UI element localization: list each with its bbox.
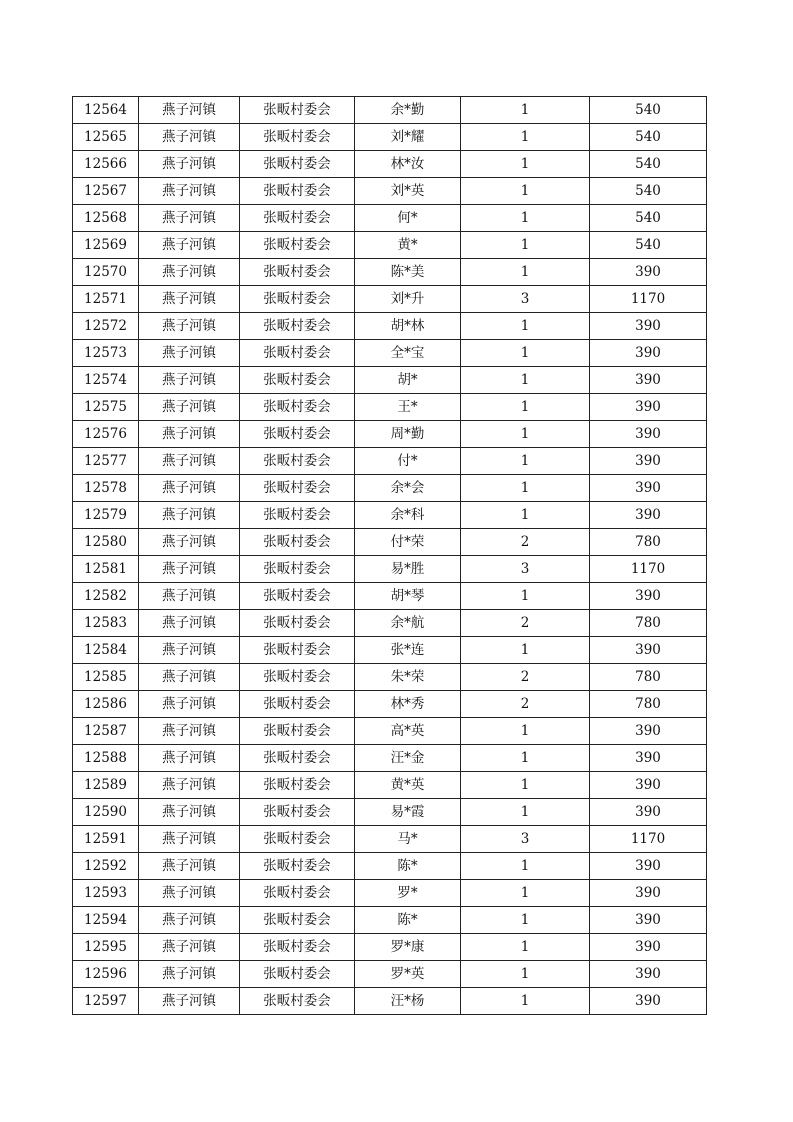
amount-cell: 390: [590, 259, 707, 286]
amount-cell: 540: [590, 151, 707, 178]
name-cell: 刘*英: [355, 178, 461, 205]
count-cell: 2: [461, 529, 590, 556]
town-cell: 燕子河镇: [139, 313, 240, 340]
count-cell: 1: [461, 178, 590, 205]
table-row: [73, 286, 707, 313]
table-row: [73, 853, 707, 880]
count-cell: 1: [461, 232, 590, 259]
count-cell: 1: [461, 637, 590, 664]
name-cell: 胡*琴: [355, 583, 461, 610]
village-committee-cell: 张畈村委会: [240, 124, 355, 151]
name-cell: 付*荣: [355, 529, 461, 556]
name-cell: 余*勤: [355, 97, 461, 124]
name-cell: 马*: [355, 826, 461, 853]
town-cell: 燕子河镇: [139, 259, 240, 286]
table-row: [73, 259, 707, 286]
table-row: [73, 529, 707, 556]
count-cell: 2: [461, 664, 590, 691]
table-row: [73, 97, 707, 124]
table-row: [73, 934, 707, 961]
village-committee-cell: 张畈村委会: [240, 394, 355, 421]
village-committee-cell: 张畈村委会: [240, 448, 355, 475]
town-cell: 燕子河镇: [139, 394, 240, 421]
town-cell: 燕子河镇: [139, 502, 240, 529]
village-committee-cell: 张畈村委会: [240, 178, 355, 205]
amount-cell: 1170: [590, 826, 707, 853]
record-number-cell: 12583: [73, 610, 139, 637]
village-committee-cell: 张畈村委会: [240, 961, 355, 988]
table-row: [73, 691, 707, 718]
village-committee-cell: 张畈村委会: [240, 421, 355, 448]
name-cell: 全*宝: [355, 340, 461, 367]
count-cell: 1: [461, 934, 590, 961]
amount-cell: 540: [590, 178, 707, 205]
amount-cell: 390: [590, 799, 707, 826]
name-cell: 林*汝: [355, 151, 461, 178]
amount-cell: 390: [590, 961, 707, 988]
amount-cell: 780: [590, 610, 707, 637]
table-row: [73, 664, 707, 691]
record-number-cell: 12574: [73, 367, 139, 394]
record-number-cell: 12581: [73, 556, 139, 583]
record-number-cell: 12589: [73, 772, 139, 799]
name-cell: 王*: [355, 394, 461, 421]
table-row: [73, 421, 707, 448]
town-cell: 燕子河镇: [139, 799, 240, 826]
village-committee-cell: 张畈村委会: [240, 151, 355, 178]
amount-cell: 540: [590, 97, 707, 124]
table-row: [73, 610, 707, 637]
town-cell: 燕子河镇: [139, 178, 240, 205]
amount-cell: 390: [590, 313, 707, 340]
village-committee-cell: 张畈村委会: [240, 556, 355, 583]
amount-cell: 780: [590, 664, 707, 691]
table-row: [73, 826, 707, 853]
record-number-cell: 12570: [73, 259, 139, 286]
amount-cell: 390: [590, 394, 707, 421]
table-row: [73, 637, 707, 664]
count-cell: 1: [461, 772, 590, 799]
town-cell: 燕子河镇: [139, 718, 240, 745]
record-number-cell: 12575: [73, 394, 139, 421]
table-row: [73, 151, 707, 178]
amount-cell: 390: [590, 502, 707, 529]
table-row: [73, 961, 707, 988]
table-row: [73, 745, 707, 772]
count-cell: 1: [461, 907, 590, 934]
table-row: [73, 556, 707, 583]
record-number-cell: 12571: [73, 286, 139, 313]
name-cell: 朱*荣: [355, 664, 461, 691]
record-number-cell: 12590: [73, 799, 139, 826]
name-cell: 高*英: [355, 718, 461, 745]
town-cell: 燕子河镇: [139, 97, 240, 124]
village-committee-cell: 张畈村委会: [240, 853, 355, 880]
amount-cell: 390: [590, 853, 707, 880]
table-row: [73, 394, 707, 421]
town-cell: 燕子河镇: [139, 745, 240, 772]
count-cell: 1: [461, 718, 590, 745]
record-number-cell: 12591: [73, 826, 139, 853]
name-cell: 黄*英: [355, 772, 461, 799]
town-cell: 燕子河镇: [139, 637, 240, 664]
name-cell: 刘*升: [355, 286, 461, 313]
town-cell: 燕子河镇: [139, 853, 240, 880]
town-cell: 燕子河镇: [139, 286, 240, 313]
count-cell: 3: [461, 826, 590, 853]
table-row: [73, 448, 707, 475]
village-committee-cell: 张畈村委会: [240, 610, 355, 637]
village-committee-cell: 张畈村委会: [240, 340, 355, 367]
record-number-cell: 12584: [73, 637, 139, 664]
count-cell: 1: [461, 799, 590, 826]
amount-cell: 540: [590, 232, 707, 259]
name-cell: 罗*康: [355, 934, 461, 961]
town-cell: 燕子河镇: [139, 448, 240, 475]
village-committee-cell: 张畈村委会: [240, 583, 355, 610]
village-committee-cell: 张畈村委会: [240, 205, 355, 232]
table-row: [73, 583, 707, 610]
count-cell: 1: [461, 367, 590, 394]
village-committee-cell: 张畈村委会: [240, 475, 355, 502]
village-committee-cell: 张畈村委会: [240, 880, 355, 907]
count-cell: 1: [461, 583, 590, 610]
name-cell: 何*: [355, 205, 461, 232]
town-cell: 燕子河镇: [139, 421, 240, 448]
record-number-cell: 12572: [73, 313, 139, 340]
record-number-cell: 12585: [73, 664, 139, 691]
name-cell: 余*航: [355, 610, 461, 637]
amount-cell: 780: [590, 691, 707, 718]
village-committee-cell: 张畈村委会: [240, 367, 355, 394]
name-cell: 胡*: [355, 367, 461, 394]
name-cell: 陈*: [355, 907, 461, 934]
village-committee-cell: 张畈村委会: [240, 502, 355, 529]
record-number-cell: 12578: [73, 475, 139, 502]
record-number-cell: 12566: [73, 151, 139, 178]
town-cell: 燕子河镇: [139, 826, 240, 853]
count-cell: 1: [461, 988, 590, 1015]
amount-cell: 390: [590, 367, 707, 394]
count-cell: 1: [461, 745, 590, 772]
record-number-cell: 12587: [73, 718, 139, 745]
count-cell: 1: [461, 961, 590, 988]
name-cell: 黄*: [355, 232, 461, 259]
amount-cell: 390: [590, 907, 707, 934]
name-cell: 余*会: [355, 475, 461, 502]
count-cell: 2: [461, 610, 590, 637]
village-committee-cell: 张畈村委会: [240, 826, 355, 853]
count-cell: 2: [461, 691, 590, 718]
name-cell: 胡*林: [355, 313, 461, 340]
town-cell: 燕子河镇: [139, 367, 240, 394]
name-cell: 汪*金: [355, 745, 461, 772]
record-number-cell: 12564: [73, 97, 139, 124]
name-cell: 周*勤: [355, 421, 461, 448]
record-number-cell: 12568: [73, 205, 139, 232]
name-cell: 付*: [355, 448, 461, 475]
village-committee-cell: 张畈村委会: [240, 637, 355, 664]
name-cell: 汪*杨: [355, 988, 461, 1015]
count-cell: 3: [461, 286, 590, 313]
table-body: [73, 97, 707, 1015]
record-number-cell: 12567: [73, 178, 139, 205]
town-cell: 燕子河镇: [139, 583, 240, 610]
town-cell: 燕子河镇: [139, 988, 240, 1015]
table-row: [73, 367, 707, 394]
village-committee-cell: 张畈村委会: [240, 988, 355, 1015]
table-row: [73, 502, 707, 529]
town-cell: 燕子河镇: [139, 340, 240, 367]
record-number-cell: 12592: [73, 853, 139, 880]
town-cell: 燕子河镇: [139, 232, 240, 259]
table-row: [73, 178, 707, 205]
town-cell: 燕子河镇: [139, 475, 240, 502]
data-table: [72, 96, 707, 1015]
village-committee-cell: 张畈村委会: [240, 907, 355, 934]
town-cell: 燕子河镇: [139, 664, 240, 691]
amount-cell: 1170: [590, 556, 707, 583]
count-cell: 1: [461, 853, 590, 880]
name-cell: 易*胜: [355, 556, 461, 583]
amount-cell: 540: [590, 205, 707, 232]
amount-cell: 390: [590, 772, 707, 799]
amount-cell: 390: [590, 448, 707, 475]
count-cell: 1: [461, 448, 590, 475]
amount-cell: 390: [590, 637, 707, 664]
town-cell: 燕子河镇: [139, 961, 240, 988]
table-row: [73, 475, 707, 502]
town-cell: 燕子河镇: [139, 151, 240, 178]
name-cell: 易*霞: [355, 799, 461, 826]
town-cell: 燕子河镇: [139, 556, 240, 583]
village-committee-cell: 张畈村委会: [240, 691, 355, 718]
amount-cell: 390: [590, 475, 707, 502]
town-cell: 燕子河镇: [139, 772, 240, 799]
record-number-cell: 12595: [73, 934, 139, 961]
amount-cell: 390: [590, 718, 707, 745]
village-committee-cell: 张畈村委会: [240, 745, 355, 772]
table-row: [73, 907, 707, 934]
amount-cell: 390: [590, 583, 707, 610]
table-row: [73, 799, 707, 826]
table-row: [73, 340, 707, 367]
name-cell: 张*连: [355, 637, 461, 664]
record-number-cell: 12573: [73, 340, 139, 367]
amount-cell: 390: [590, 421, 707, 448]
amount-cell: 1170: [590, 286, 707, 313]
village-committee-cell: 张畈村委会: [240, 934, 355, 961]
amount-cell: 390: [590, 745, 707, 772]
count-cell: 1: [461, 880, 590, 907]
town-cell: 燕子河镇: [139, 610, 240, 637]
record-number-cell: 12593: [73, 880, 139, 907]
count-cell: 1: [461, 205, 590, 232]
town-cell: 燕子河镇: [139, 880, 240, 907]
town-cell: 燕子河镇: [139, 934, 240, 961]
count-cell: 1: [461, 475, 590, 502]
table-row: [73, 124, 707, 151]
town-cell: 燕子河镇: [139, 205, 240, 232]
record-number-cell: 12582: [73, 583, 139, 610]
name-cell: 刘*耀: [355, 124, 461, 151]
town-cell: 燕子河镇: [139, 907, 240, 934]
count-cell: 1: [461, 313, 590, 340]
village-committee-cell: 张畈村委会: [240, 718, 355, 745]
village-committee-cell: 张畈村委会: [240, 664, 355, 691]
record-number-cell: 12580: [73, 529, 139, 556]
count-cell: 1: [461, 124, 590, 151]
record-number-cell: 12586: [73, 691, 139, 718]
record-number-cell: 12565: [73, 124, 139, 151]
table-row: [73, 988, 707, 1015]
village-committee-cell: 张畈村委会: [240, 313, 355, 340]
count-cell: 1: [461, 421, 590, 448]
record-number-cell: 12569: [73, 232, 139, 259]
count-cell: 1: [461, 394, 590, 421]
village-committee-cell: 张畈村委会: [240, 259, 355, 286]
count-cell: 1: [461, 259, 590, 286]
amount-cell: 780: [590, 529, 707, 556]
village-committee-cell: 张畈村委会: [240, 286, 355, 313]
amount-cell: 390: [590, 988, 707, 1015]
record-number-cell: 12596: [73, 961, 139, 988]
record-number-cell: 12579: [73, 502, 139, 529]
record-number-cell: 12597: [73, 988, 139, 1015]
table-row: [73, 718, 707, 745]
table-row: [73, 880, 707, 907]
table-row: [73, 205, 707, 232]
table-row: [73, 232, 707, 259]
village-committee-cell: 张畈村委会: [240, 97, 355, 124]
count-cell: 1: [461, 502, 590, 529]
record-number-cell: 12594: [73, 907, 139, 934]
amount-cell: 390: [590, 340, 707, 367]
amount-cell: 390: [590, 880, 707, 907]
count-cell: 1: [461, 340, 590, 367]
village-committee-cell: 张畈村委会: [240, 772, 355, 799]
village-committee-cell: 张畈村委会: [240, 232, 355, 259]
town-cell: 燕子河镇: [139, 529, 240, 556]
village-committee-cell: 张畈村委会: [240, 799, 355, 826]
name-cell: 陈*美: [355, 259, 461, 286]
record-number-cell: 12588: [73, 745, 139, 772]
town-cell: 燕子河镇: [139, 691, 240, 718]
name-cell: 陈*: [355, 853, 461, 880]
count-cell: 1: [461, 97, 590, 124]
amount-cell: 390: [590, 934, 707, 961]
name-cell: 罗*英: [355, 961, 461, 988]
table-row: [73, 313, 707, 340]
village-committee-cell: 张畈村委会: [240, 529, 355, 556]
name-cell: 林*秀: [355, 691, 461, 718]
table-row: [73, 772, 707, 799]
count-cell: 1: [461, 151, 590, 178]
town-cell: 燕子河镇: [139, 124, 240, 151]
count-cell: 3: [461, 556, 590, 583]
name-cell: 余*科: [355, 502, 461, 529]
record-number-cell: 12577: [73, 448, 139, 475]
name-cell: 罗*: [355, 880, 461, 907]
amount-cell: 540: [590, 124, 707, 151]
record-number-cell: 12576: [73, 421, 139, 448]
